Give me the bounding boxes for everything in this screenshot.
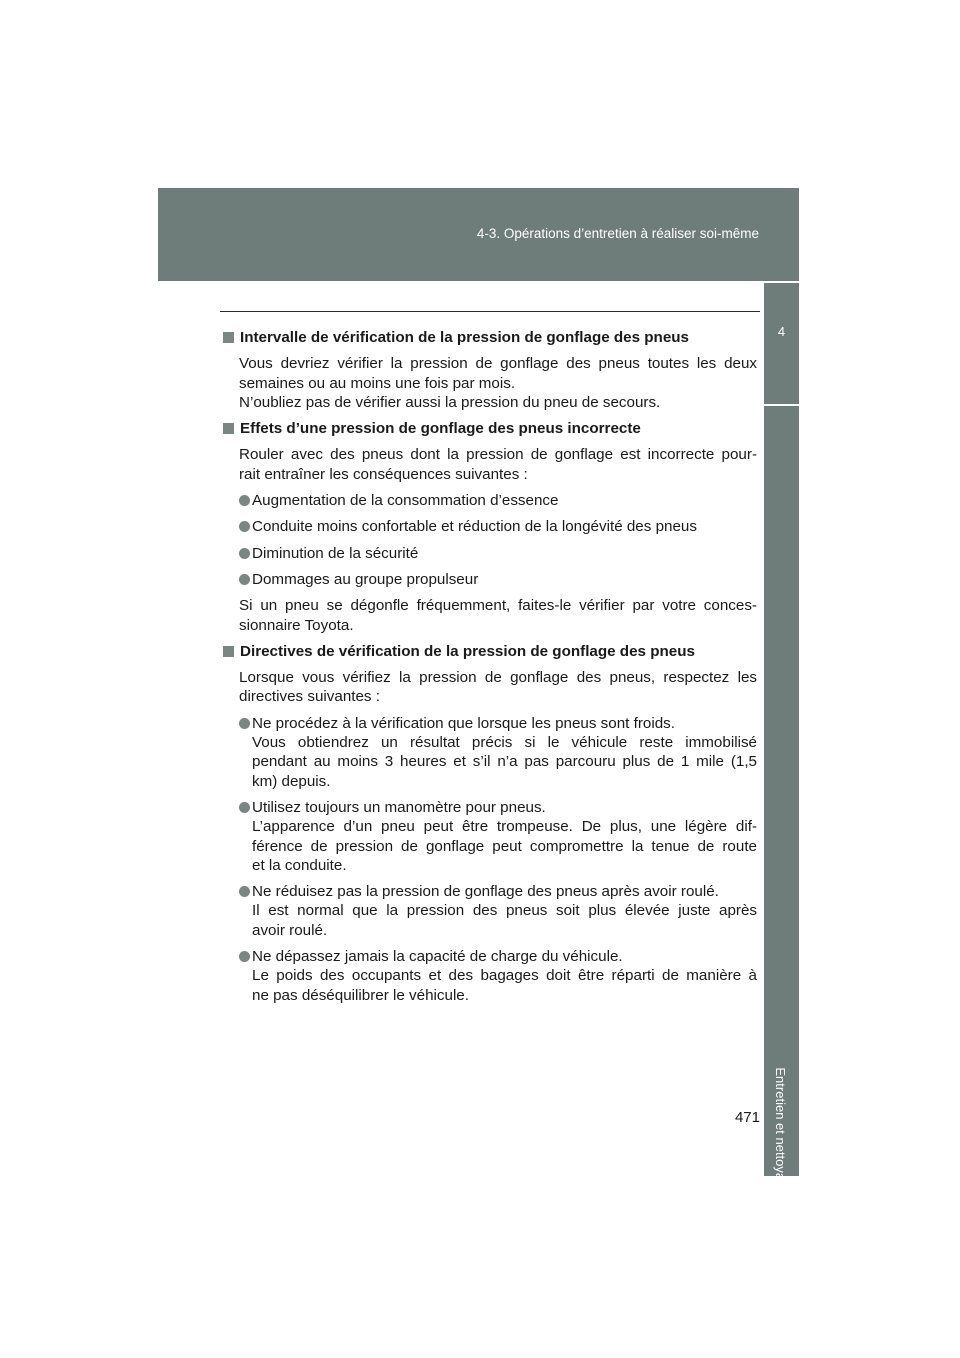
round-bullet-icon [239,886,250,897]
round-bullet-icon [239,802,250,813]
paragraph [223,668,757,707]
list-item-text: Conduite moins confortable et réduction de la longévité des pneus [252,518,697,536]
text-line: N’oubliez pas de vérifier aussi la pression du pneu de secours. [239,393,661,411]
list-item [223,517,757,536]
list-item-text: Diminution de la sécurité [252,544,419,562]
text-line: et la conduite. [252,856,347,874]
list-item [223,714,757,791]
paragraph [223,445,757,484]
text-line: ne pas déséquilibrer le véhicule. [252,986,469,1004]
header-band [158,188,799,281]
round-bullet-icon [239,574,250,585]
text-line: km) depuis. [252,772,331,790]
round-bullet-icon [239,521,250,532]
list-item [223,882,757,940]
list-item [223,570,757,589]
chapter-side-tab [764,281,799,1195]
square-bullet-icon [223,332,234,343]
page-number: 471 [734,1109,760,1126]
text-line: semaines ou au moins une fois par mois. [239,374,516,392]
chapter-number: 4 [777,324,786,339]
header-rule [220,311,760,312]
section-heading [223,419,757,438]
tab-divider [764,404,799,406]
section-heading [223,642,757,661]
text-line: Utilisez toujours un manomètre pour pneus. [252,798,546,816]
text-line: férence de pression de gonflage peut compromettre la tenue de route [252,837,757,855]
text-line: sionnaire Toyota. [239,616,354,634]
round-bullet-icon [239,548,250,559]
text-line: Lorsque vous vérifiez la pression de gonflage des pneus, respectez les [239,669,757,687]
paragraph [223,354,757,412]
list-item [223,491,757,510]
section-title: 4-3. Opérations d’entretien à réaliser soi-même [476,226,759,241]
text-line: L’apparence d’un pneu peut être trompeuse. De plus, une légère dif- [252,818,757,836]
heading-text: Intervalle de vérification de la pression de gonflage des pneus [240,329,690,346]
text-line: Vous devriez vérifier la pression de gonflage des pneus toutes les deux [239,355,757,373]
list-item-text: Augmentation de la consommation d’essence [252,492,559,510]
round-bullet-icon [239,495,250,506]
square-bullet-icon [223,646,234,657]
text-line: pendant au moins 3 heures et s’il n’a pas parcouru plus de 1 mile (1,5 [252,753,757,771]
list-item-text: Dommages au groupe propulseur [252,570,479,588]
text-line: Il est normal que la pression des pneus soit plus élevée juste après [252,902,757,920]
paragraph [223,596,757,635]
round-bullet-icon [239,718,250,729]
round-bullet-icon [239,951,250,962]
text-line: directives suivantes : [239,688,380,706]
text-line: Vous obtiendrez un résultat précis si le véhicule reste immobilisé [252,734,757,752]
text-line: avoir roulé. [252,921,328,939]
text-line: rait entraîner les conséquences suivantes : [239,465,528,483]
list-item [223,947,757,1005]
chapter-label: Entretien et nettoyage [773,1067,788,1195]
text-line: Ne réduisez pas la pression de gonflage des pneus après avoir roulé. [252,883,719,901]
section-heading [223,328,757,347]
text-line: Rouler avec des pneus dont la pression de gonflage est incorrecte pour- [239,446,757,464]
page-content [223,328,757,1012]
list-item [223,798,757,875]
text-line: Ne dépassez jamais la capacité de charge du véhicule. [252,948,623,966]
text-line: Ne procédez à la vérification que lorsque les pneus sont froids. [252,714,675,732]
text-line: Le poids des occupants et des bagages doit être réparti de manière à [252,967,757,985]
square-bullet-icon [223,423,234,434]
heading-text: Directives de vérification de la pression de gonflage des pneus [240,642,695,660]
heading-text: Effets d’une pression de gonflage des pneus incorrecte [240,420,641,438]
tab-divider [764,281,799,283]
list-item [223,544,757,563]
text-line: Si un pneu se dégonfle fréquemment, faites-le vérifier par votre conces- [239,597,757,615]
